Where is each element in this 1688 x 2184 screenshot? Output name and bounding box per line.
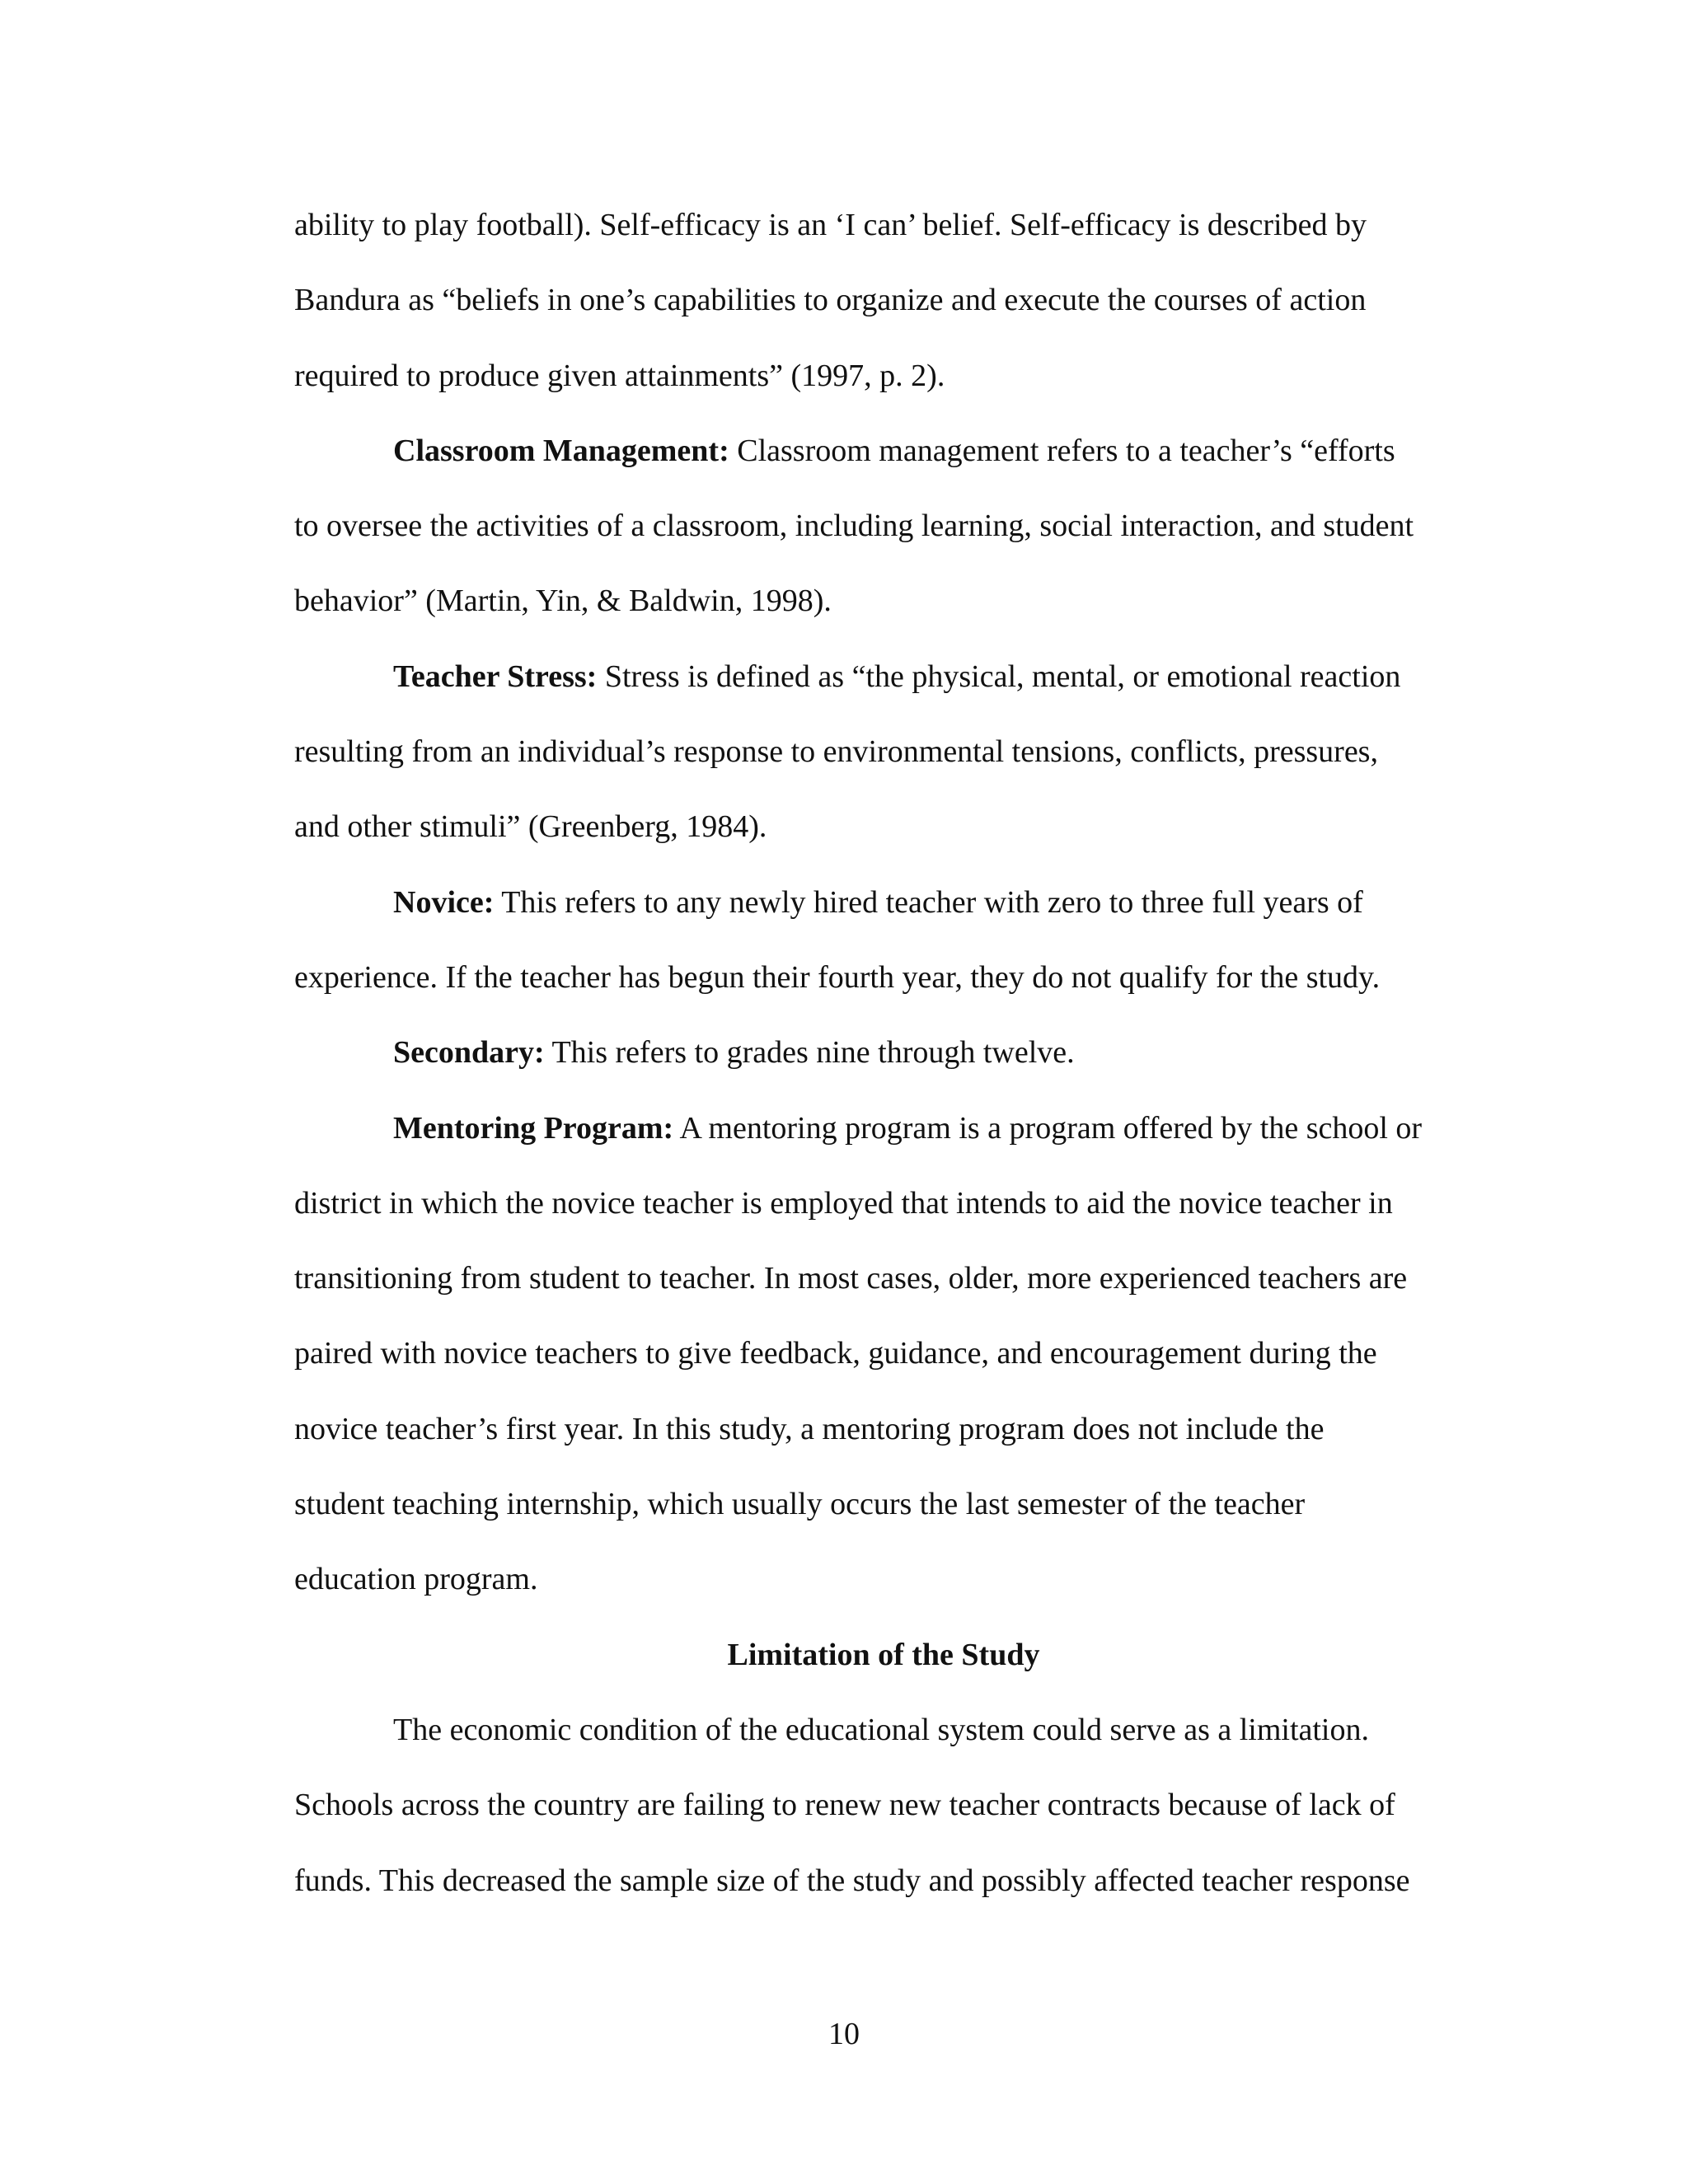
- line-text: Schools across the country are failing to renew new teacher contracts because of lack of: [294, 1788, 1395, 1823]
- text-line: [294, 1241, 1473, 1316]
- definition-teacher-stress: [294, 640, 1473, 715]
- text-line: [294, 940, 1473, 1015]
- line-text: resulting from an individual’s response to environmental tensions, conflicts, pressures,: [294, 734, 1378, 770]
- line-text: A mentoring program is a program offered by the school or: [673, 1110, 1423, 1146]
- line-text: The economic condition of the educational system could serve as a limitation.: [393, 1712, 1369, 1747]
- line-text: experience. If the teacher has begun their fourth year, they do not qualify for the study.: [294, 959, 1381, 995]
- heading-text: Limitation of the Study: [727, 1637, 1040, 1672]
- line-text: behavior” (Martin, Yin, & Baldwin, 1998).: [294, 583, 832, 619]
- line-text: Classroom management refers to a teacher’s “efforts: [729, 433, 1395, 468]
- line-text: required to produce given attainments” (1997, p. 2).: [294, 358, 945, 393]
- line-text: This refers to any newly hired teacher with zero to three full years of: [494, 884, 1363, 920]
- text-line: [294, 1542, 1473, 1617]
- definition-classroom-management: [294, 414, 1473, 489]
- line-text: transitioning from student to teacher. In most cases, older, more experienced teachers are: [294, 1261, 1408, 1296]
- line-text: education program.: [294, 1562, 538, 1597]
- text-line: [294, 489, 1473, 564]
- line-text: funds. This decreased the sample size of the study and possibly affected teacher response: [294, 1863, 1410, 1898]
- text-line: [294, 263, 1473, 338]
- text-line: [294, 1166, 1473, 1241]
- text-line: [294, 790, 1473, 865]
- text-line: [294, 339, 1473, 414]
- line-text: ability to play football). Self-efficacy is an ‘I can’ belief. Self-efficacy is described by: [294, 208, 1367, 242]
- line-text: student teaching internship, which usually occurs the last semester of the teacher: [294, 1487, 1306, 1522]
- definition-mentoring-program: [294, 1091, 1473, 1166]
- section-heading: [294, 1618, 1473, 1693]
- line-text: Bandura as “beliefs in one’s capabilities to organize and execute the courses of action: [294, 283, 1367, 318]
- line-text: to oversee the activities of a classroom, including learning, social interaction, and student: [294, 509, 1414, 544]
- definition-term: Novice:: [393, 884, 495, 920]
- definition-term: Secondary:: [393, 1035, 545, 1071]
- text-line: [294, 715, 1473, 790]
- text-line: [294, 1316, 1473, 1391]
- paragraph-start: [294, 1693, 1473, 1768]
- page-number: 10: [828, 2017, 860, 2051]
- definition-term: Teacher Stress:: [393, 658, 598, 694]
- text-line: [294, 1392, 1473, 1467]
- line-text: and other stimuli” (Greenberg, 1984).: [294, 809, 767, 845]
- definition-novice: [294, 865, 1473, 940]
- text-line: [294, 1768, 1473, 1843]
- body-text: [294, 188, 1473, 1919]
- line-text: This refers to grades nine through twelve.: [544, 1035, 1075, 1071]
- definition-term: Classroom Management:: [393, 433, 729, 468]
- line-text: district in which the novice teacher is employed that intends to aid the novice teacher in: [294, 1185, 1393, 1221]
- text-line: [294, 1844, 1473, 1919]
- text-line: [294, 1467, 1473, 1542]
- line-text: paired with novice teachers to give feedback, guidance, and encouragement during the: [294, 1336, 1377, 1371]
- definition-secondary: [294, 1015, 1473, 1090]
- text-line: [294, 564, 1473, 639]
- definition-term: Mentoring Program:: [393, 1110, 674, 1146]
- text-line: [294, 188, 1473, 263]
- line-text: novice teacher’s first year. In this study, a mentoring program does not include the: [294, 1411, 1325, 1446]
- line-text: Stress is defined as “the physical, mental, or emotional reaction: [597, 658, 1401, 694]
